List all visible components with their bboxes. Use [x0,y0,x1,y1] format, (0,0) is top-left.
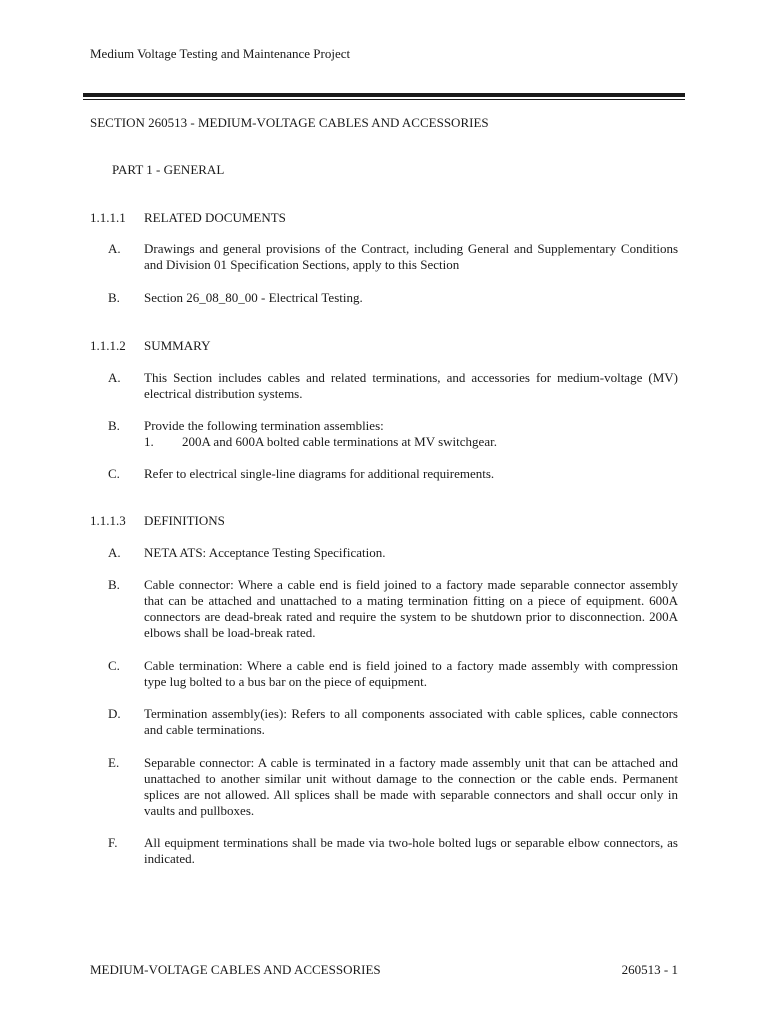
paragraph-text: Cable termination: Where a cable end is field joined to a factory made assembly with compression type lug bolted to a bus bar on the piece of equipment. [144,658,678,689]
paragraph-label: A. [108,370,121,385]
paragraph-text: Termination assembly(ies): Refers to all components associated with cable splices, cable connectors and cable terminations. [144,706,678,737]
sub-item-text: 200A and 600A bolted cable terminations at MV switchgear. [182,434,497,449]
footer-title: MEDIUM-VOLTAGE CABLES AND ACCESSORIES [90,962,381,977]
paragraph-label: B. [108,418,120,433]
paragraph-label: A. [108,545,121,560]
paragraph-text: All equipment terminations shall be made via two-hole bolted lugs or separable elbow connectors, as indicated. [144,835,678,866]
paragraph-text: NETA ATS: Acceptance Testing Specification. [144,545,386,560]
paragraph-label: B. [108,290,120,305]
paragraph [108,418,678,450]
sub-item [144,434,678,450]
sub-item-label: 1. [144,434,154,449]
paragraph-label: F. [108,835,118,850]
paragraph [108,241,678,273]
paragraph [108,835,678,867]
paragraph-text: This Section includes cables and related terminations, and accessories for medium-voltage (MV) electrical distribution systems. [144,370,678,401]
header-rule-thick [83,93,685,97]
footer-page-number: 260513 - 1 [621,962,678,977]
paragraph-label: C. [108,466,120,481]
paragraph-text: Section 26_08_80_00 - Electrical Testing. [144,290,363,305]
paragraph-label: B. [108,577,120,592]
paragraph [108,755,678,819]
paragraph [108,706,678,738]
article-title: DEFINITIONS [144,513,225,528]
paragraph-label: E. [108,755,120,770]
paragraph-text: Cable connector: Where a cable end is field joined to a factory made separable connector assembly that can be attached and unattached to a mating termination fitting on a piece of equipment. 600A connectors are dead-break rated and require the system to be shutdown prior to disconnection. 200A elbows shall be load-break rated. [144,577,678,640]
section-title: SECTION 260513 - MEDIUM-VOLTAGE CABLES AND ACCESSORIES [90,115,489,130]
paragraph [108,577,678,641]
article-number: 1.1.1.3 [90,513,126,528]
paragraph-label: C. [108,658,120,673]
header-rule-thin [83,99,685,100]
paragraph [108,658,678,690]
article-number: 1.1.1.2 [90,338,126,353]
paragraph-text: Provide the following termination assemblies: [144,418,384,433]
paragraph [108,466,678,482]
article-number: 1.1.1.1 [90,210,126,225]
paragraph [108,545,678,561]
paragraph [108,290,678,306]
paragraph-label: A. [108,241,121,256]
paragraph-label: D. [108,706,121,721]
article-title: SUMMARY [144,338,211,353]
article-title: RELATED DOCUMENTS [144,210,286,225]
paragraph [108,370,678,402]
paragraph-text: Refer to electrical single-line diagrams for additional requirements. [144,466,495,481]
page-header: Medium Voltage Testing and Maintenance Project [90,46,351,61]
part-title: PART 1 - GENERAL [112,162,225,177]
paragraph-text: Separable connector: A cable is terminated in a factory made assembly unit that can be attached and unattached to another similar unit without damage to the connection or the cable ends. Permanent splices are not allowed. All splices shall be made with separable connectors and shall occur only in vaults and pullboxes. [144,755,678,818]
paragraph-text: Drawings and general provisions of the Contract, including General and Supplementary Conditions and Division 01 Specification Sections, apply to this Section [144,241,678,272]
